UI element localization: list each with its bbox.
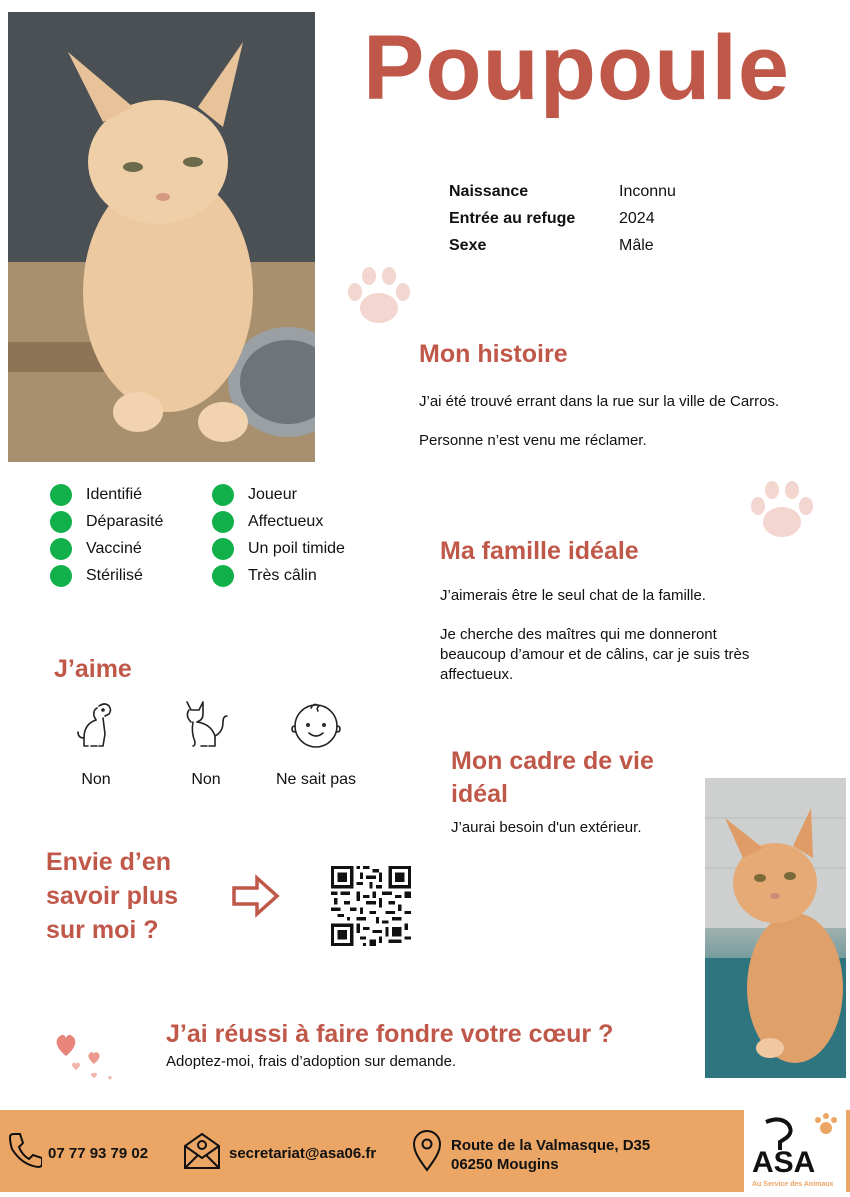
info-row-sexe bbox=[449, 237, 676, 264]
status-item bbox=[50, 562, 163, 589]
famille-text-1: J’aimerais être le seul chat de la famille. bbox=[440, 587, 706, 604]
status-dot bbox=[50, 565, 72, 587]
email-icon bbox=[183, 1132, 221, 1175]
status-label: Un poil timide bbox=[248, 539, 345, 557]
famille-text-2: Je cherche des maîtres qui me donneront beaucoup d’amour et de câlins, car je suis très affectueux. bbox=[440, 626, 750, 683]
status-dot bbox=[50, 538, 72, 560]
status-item bbox=[212, 481, 345, 508]
coeur-section bbox=[166, 1020, 696, 1072]
status-dot bbox=[212, 538, 234, 560]
phone-number[interactable]: 07 77 93 79 02 bbox=[48, 1145, 149, 1162]
cadre-title-line2: idéal bbox=[451, 780, 508, 808]
status-label: Affectueux bbox=[248, 512, 324, 530]
dog-icon bbox=[73, 698, 119, 752]
status-item bbox=[50, 535, 163, 562]
paw-icon bbox=[345, 266, 413, 331]
cat-icon bbox=[181, 698, 231, 752]
status-label: Stérilisé bbox=[86, 566, 143, 584]
email-link[interactable]: secretariat@asa06.fr bbox=[229, 1145, 377, 1162]
status-label: Déparasité bbox=[86, 512, 164, 530]
baby-icon bbox=[289, 698, 343, 752]
cadre-section bbox=[451, 745, 701, 838]
jaime-cat-value: Non bbox=[191, 771, 221, 788]
status-label: Joueur bbox=[248, 485, 297, 503]
info-value: 2024 bbox=[619, 210, 655, 227]
info-table bbox=[449, 183, 676, 264]
more-info-heading bbox=[46, 845, 178, 947]
asa-logo bbox=[744, 1110, 846, 1192]
more-line2: savoir plus bbox=[46, 882, 178, 910]
asa-logo-text: ASA bbox=[752, 1146, 816, 1179]
asa-logo-subtitle: Au Service des Animaux bbox=[752, 1181, 834, 1188]
info-label: Sexe bbox=[449, 237, 487, 254]
status-dot bbox=[50, 484, 72, 506]
status-label: Identifié bbox=[86, 485, 143, 503]
arrow-right-icon bbox=[231, 874, 281, 923]
status-item bbox=[212, 562, 345, 589]
hearts-icon bbox=[52, 1030, 118, 1090]
qr-code[interactable] bbox=[331, 866, 411, 951]
address-line1: Route de la Valmasque, D35 bbox=[451, 1137, 651, 1154]
location-pin-icon bbox=[412, 1130, 442, 1177]
status-label: Très câlin bbox=[248, 566, 317, 584]
status-dot bbox=[212, 565, 234, 587]
status-label: Vacciné bbox=[86, 539, 142, 557]
info-label: Naissance bbox=[449, 183, 529, 200]
cat-photo-main bbox=[8, 12, 315, 462]
coeur-text: Adoptez-moi, frais d’adoption sur demande. bbox=[166, 1053, 457, 1070]
more-line1: Envie d’en bbox=[46, 848, 172, 876]
info-label: Entrée au refuge bbox=[449, 210, 576, 227]
cat-photo-secondary bbox=[705, 778, 846, 1078]
famille-section bbox=[440, 537, 780, 685]
jaime-item-dog bbox=[51, 698, 141, 789]
status-dot bbox=[212, 511, 234, 533]
status-list-left bbox=[50, 481, 163, 589]
jaime-list bbox=[51, 698, 361, 789]
info-row-naissance bbox=[449, 183, 676, 210]
status-item bbox=[212, 508, 345, 535]
more-line3: sur moi ? bbox=[46, 916, 159, 944]
cadre-title-line1: Mon cadre de vie bbox=[451, 747, 654, 775]
status-dot bbox=[212, 484, 234, 506]
footer-bar bbox=[0, 1110, 850, 1192]
status-list-right bbox=[212, 481, 345, 589]
cadre-text: J’aurai besoin d'un extérieur. bbox=[451, 819, 642, 836]
info-value: Mâle bbox=[619, 237, 654, 254]
histoire-text-2: Personne n’est venu me réclamer. bbox=[419, 432, 647, 449]
jaime-baby-value: Ne sait pas bbox=[275, 771, 357, 788]
histoire-section bbox=[419, 340, 799, 451]
phone-icon bbox=[6, 1130, 42, 1175]
jaime-item-baby bbox=[271, 698, 361, 789]
paw-icon bbox=[748, 480, 816, 545]
address bbox=[451, 1136, 650, 1174]
cadre-title bbox=[451, 745, 701, 811]
histoire-text-1: J’ai été trouvé errant dans la rue sur la ville de Carros. bbox=[419, 393, 780, 410]
status-dot bbox=[50, 511, 72, 533]
address-line2: 06250 Mougins bbox=[451, 1156, 559, 1173]
jaime-dog-value: Non bbox=[81, 771, 111, 788]
status-item bbox=[50, 508, 163, 535]
jaime-title bbox=[54, 655, 132, 684]
jaime-heading: J’aime bbox=[54, 655, 132, 683]
status-item bbox=[212, 535, 345, 562]
coeur-title: J’ai réussi à faire fondre votre cœur ? bbox=[166, 1020, 614, 1048]
jaime-item-cat bbox=[161, 698, 251, 789]
histoire-title: Mon histoire bbox=[419, 340, 568, 368]
status-item bbox=[50, 481, 163, 508]
info-row-entree bbox=[449, 210, 676, 237]
famille-title: Ma famille idéale bbox=[440, 537, 639, 565]
info-value: Inconnu bbox=[619, 183, 676, 200]
pet-name-title: Poupoule bbox=[363, 17, 791, 119]
